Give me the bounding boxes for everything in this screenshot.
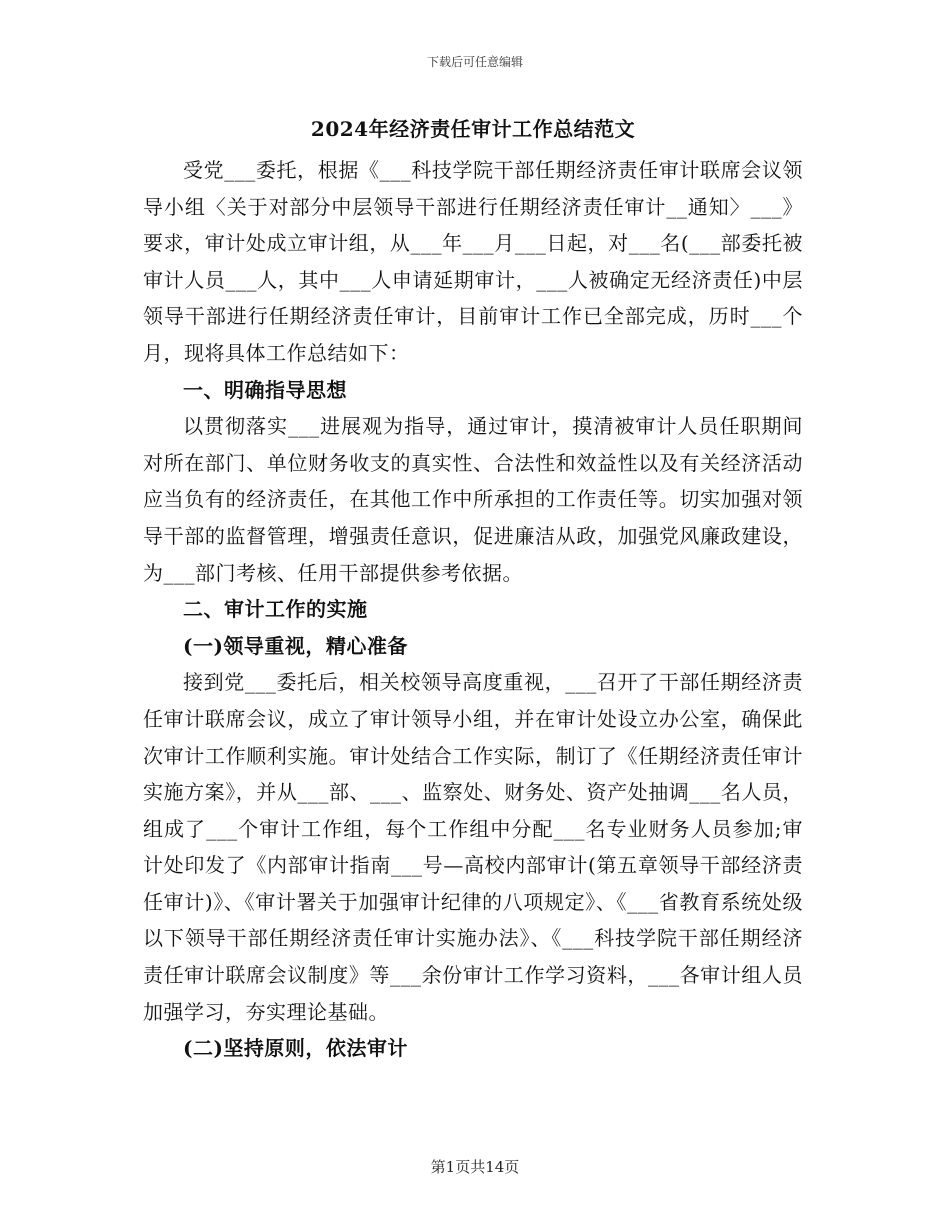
subsection-heading-2: (二)坚持原则，依法审计 — [183, 1036, 408, 1061]
subsection-1-paragraph: 接到党___委托后，相关校领导高度重视，___召开了干部任期经济责任审计联席会议，成立了审计领导小组，并在审计处设立办公室，确保此次审计工作顺利实施。审计处结合工作实际，制订了《任期经济责任审计实施方案》，并从___部、___、监察处、财务处、资产处抽调___名人员，组成了___个审计工作组，每个工作组中分配___名专业财务人员参加;审计处印发了《内部审计指南___号—高校内部审计(第五章领导干部经济责任审计)》、《审计署关于加强审计纪律的八项规定》、《___省教育系统处级以下领导干部任期经济责任审计实施办法》、《___科技学院干部任期经济责任审计联席会议制度》等___余份审计工作学习资料，___各审计组人员加强学习，夯实理论基础。 — [143, 670, 803, 1024]
section-heading-2: 二、审计工作的实施 — [183, 597, 368, 622]
page-number: 第1页共14页 — [430, 1158, 520, 1176]
subsection-heading-1: (一)领导重视，精心准备 — [183, 633, 408, 658]
intro-paragraph: 受党___委托，根据《___科技学院干部任期经济责任审计联席会议领导小组〈关于对部分中层领导干部进行任期经济责任审计__通知〉___》要求，审计处成立审计组，从___年___月___日起，对___名(___部委托被审计人员___人，其中___人申请延期审计，___人被确定无经济责任)中层领导干部进行任期经济责任审计，目前审计工作已全部完成，历时___个月，现将具体工作总结如下： — [143, 158, 803, 365]
section-1-paragraph: 以贯彻落实___进展观为指导，通过审计，摸清被审计人员任职期间对所在部门、单位财务收支的真实性、合法性和效益性以及有关经济活动应当负有的经济责任，在其他工作中所承担的工作责任等。切实加强对领导干部的监督管理，增强责任意识，促进廉洁从政，加强党风廉政建设，为___部门考核、任用干部提供参考依据。 — [143, 414, 803, 585]
document-body — [143, 112, 803, 1067]
page-header-note: 下载后可任意编辑 — [426, 55, 523, 69]
document-title: 2024年经济责任审计工作总结范文 — [310, 117, 636, 141]
section-heading-1: 一、明确指导思想 — [183, 377, 347, 402]
